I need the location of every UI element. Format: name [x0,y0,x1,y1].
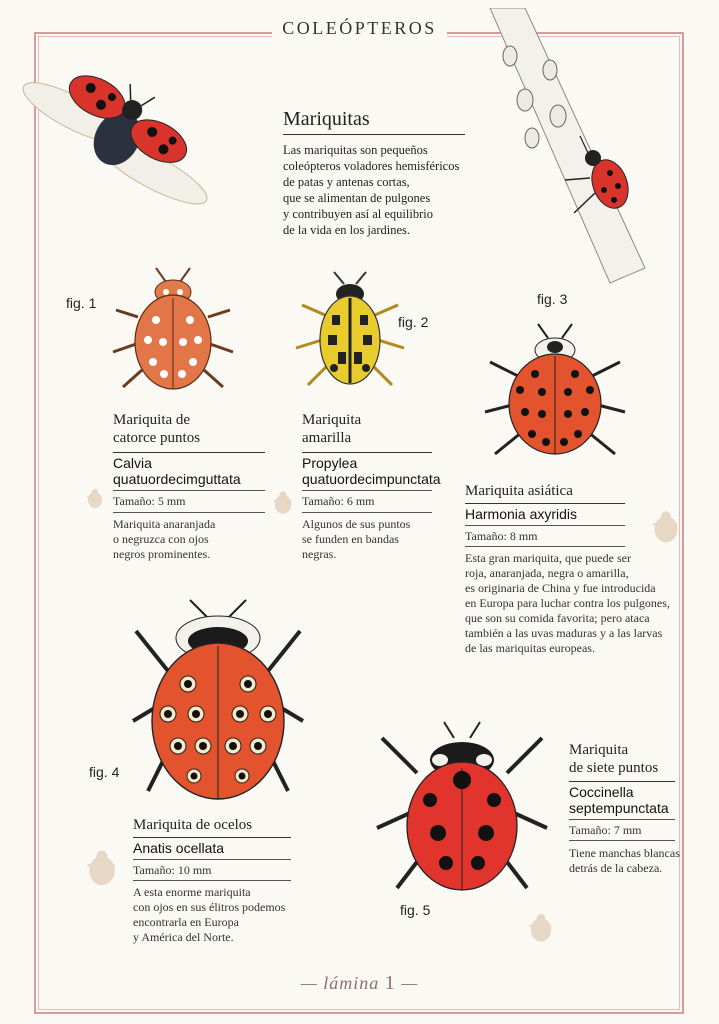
fig1-description [113,517,215,562]
fig3-common-name-line: Mariquita asiática [465,483,573,499]
fig2-scientific-name [302,455,441,487]
fig3-description [465,551,670,656]
fig5-description-line: Tiene manchas blancas [569,846,680,860]
fig3-scientific-name [465,506,577,522]
fig1-description-line: negros prominentes. [113,547,211,561]
fig1-ladybug-illustration [108,262,238,402]
fig5-rule [569,819,675,820]
fig4-description-line: con ojos en sus élitros podemos [133,900,286,914]
ladybug-silhouette-icon [270,489,296,515]
intro-title: Mariquitas [283,108,370,130]
fig5-common-name-line: Mariquita [569,742,629,758]
fig3-description-line: en Europa para luchar contra los pulgones, [465,596,670,610]
intro-line: de patas y antenas cortas, [283,175,410,189]
fig4-rule [133,859,291,860]
fig5-ladybug-illustration [372,718,552,898]
page-number: 1 [384,972,396,994]
fig3-description-line: es originaria de China y fue introducida [465,581,656,595]
fig2-description [302,517,410,562]
fig1-label: fig. 1 [66,295,97,311]
fig1-description-line: Mariquita anaranjada [113,517,216,531]
fig4-label: fig. 4 [89,764,120,780]
intro-text [283,142,459,238]
fig4-rule [133,880,291,881]
fig4-size: Tamaño: 10 mm [133,863,212,877]
fig2-rule [302,512,432,513]
fig1-size: Tamaño: 5 mm [113,494,186,508]
fig4-rule [133,837,291,838]
fig5-scientific-line: septempunctata [569,800,669,816]
fig2-common-name [302,411,361,447]
fig2-ladybug-illustration [290,270,410,400]
fig3-description-line: Esta gran mariquita, que puede ser [465,551,631,565]
intro-title-rule [283,134,465,135]
fig2-size: Tamaño: 6 mm [302,494,375,508]
fig4-scientific-name [133,840,224,856]
fig5-rule [569,781,675,782]
fig3-description-line: de las mariquitas europeas. [465,641,595,655]
fig4-scientific-line: Anatis ocellata [133,840,225,856]
fig2-description-line: Algunos de sus puntos [302,517,411,531]
fig2-description-line: negras. [302,547,337,561]
ladybug-silhouette-icon [84,487,106,509]
fig1-rule [113,452,265,453]
fig5-label: fig. 5 [400,902,431,918]
branch-aphids-illustration [470,8,650,288]
fig2-scientific-line: quatuordecimpunctata [302,471,441,487]
fig5-description-line: detrás de la cabeza. [569,861,663,875]
fig3-label: fig. 3 [537,291,568,307]
fig2-rule [302,452,432,453]
fig2-common-name-line: Mariquita [302,412,362,428]
ladybug-silhouette-icon [525,910,557,944]
fig2-label: fig. 2 [398,314,429,330]
fig4-description-line: A esta enorme mariquita [133,885,251,899]
fig4-description-line: y América del Norte. [133,930,234,944]
fig5-description [569,846,680,876]
fig2-rule [302,490,432,491]
fig4-ladybug-illustration [128,596,308,806]
fig4-description-line: encontrarla en Europa [133,915,239,929]
fig1-rule [113,512,265,513]
fig1-description-line: o negruzca con ojos [113,532,209,546]
ladybug-silhouette-icon [82,845,122,889]
fig5-scientific-line: Coccinella [569,784,634,800]
fig3-rule [465,546,625,547]
fig3-description-line: que son su comida favorita; pero ataca [465,611,650,625]
fig4-common-name [133,816,252,834]
fig3-description-line: roja, anaranjada, negra o amarilla, [465,566,629,580]
fig3-size: Tamaño: 8 mm [465,529,538,543]
fig2-description-line: se funden en bandas [302,532,399,546]
fig5-rule [569,840,675,841]
fig1-scientific-line: Calvia [113,455,152,471]
intro-line: coleópteros voladores hemisféricos [283,159,460,173]
fig2-common-name-line: amarilla [302,430,352,446]
fig3-description-line: también a las uvas maduras y a las larvas [465,626,663,640]
intro-line: que se alimentan de pulgones [283,191,431,205]
ladybug-silhouette-icon [648,508,684,544]
fig1-scientific-line: quatuordecimguttata [113,471,241,487]
fig4-description [133,885,285,945]
fig5-common-name-line: de siete puntos [569,760,659,776]
flying-ladybug-illustration [4,55,224,225]
fig1-scientific-name [113,455,241,487]
fig3-common-name [465,482,573,500]
fig3-rule [465,503,625,504]
fig2-scientific-line: Propylea [302,455,358,471]
fig1-rule [113,490,265,491]
fig1-common-name [113,411,200,447]
fig5-size: Tamaño: 7 mm [569,823,642,837]
intro-line: Las mariquitas son pequeños [283,143,428,157]
fig5-common-name [569,741,658,777]
page-title: COLEÓPTEROS [272,18,447,38]
fig4-common-name-line: Mariquita de ocelos [133,817,253,833]
footer-prefix: — lámina [300,973,380,993]
footer-suffix: — [401,973,419,993]
fig1-common-name-line: catorce puntos [113,430,201,446]
intro-line: de la vida en los jardines. [283,223,411,237]
intro-line: y contribuyen así al equilibrio [283,207,433,221]
fig5-scientific-name [569,784,669,816]
fig3-scientific-line: Harmonia axyridis [465,506,578,522]
page-footer [0,972,719,995]
fig3-rule [465,525,625,526]
fig3-ladybug-illustration [480,322,630,467]
fig1-common-name-line: Mariquita de [113,412,191,428]
